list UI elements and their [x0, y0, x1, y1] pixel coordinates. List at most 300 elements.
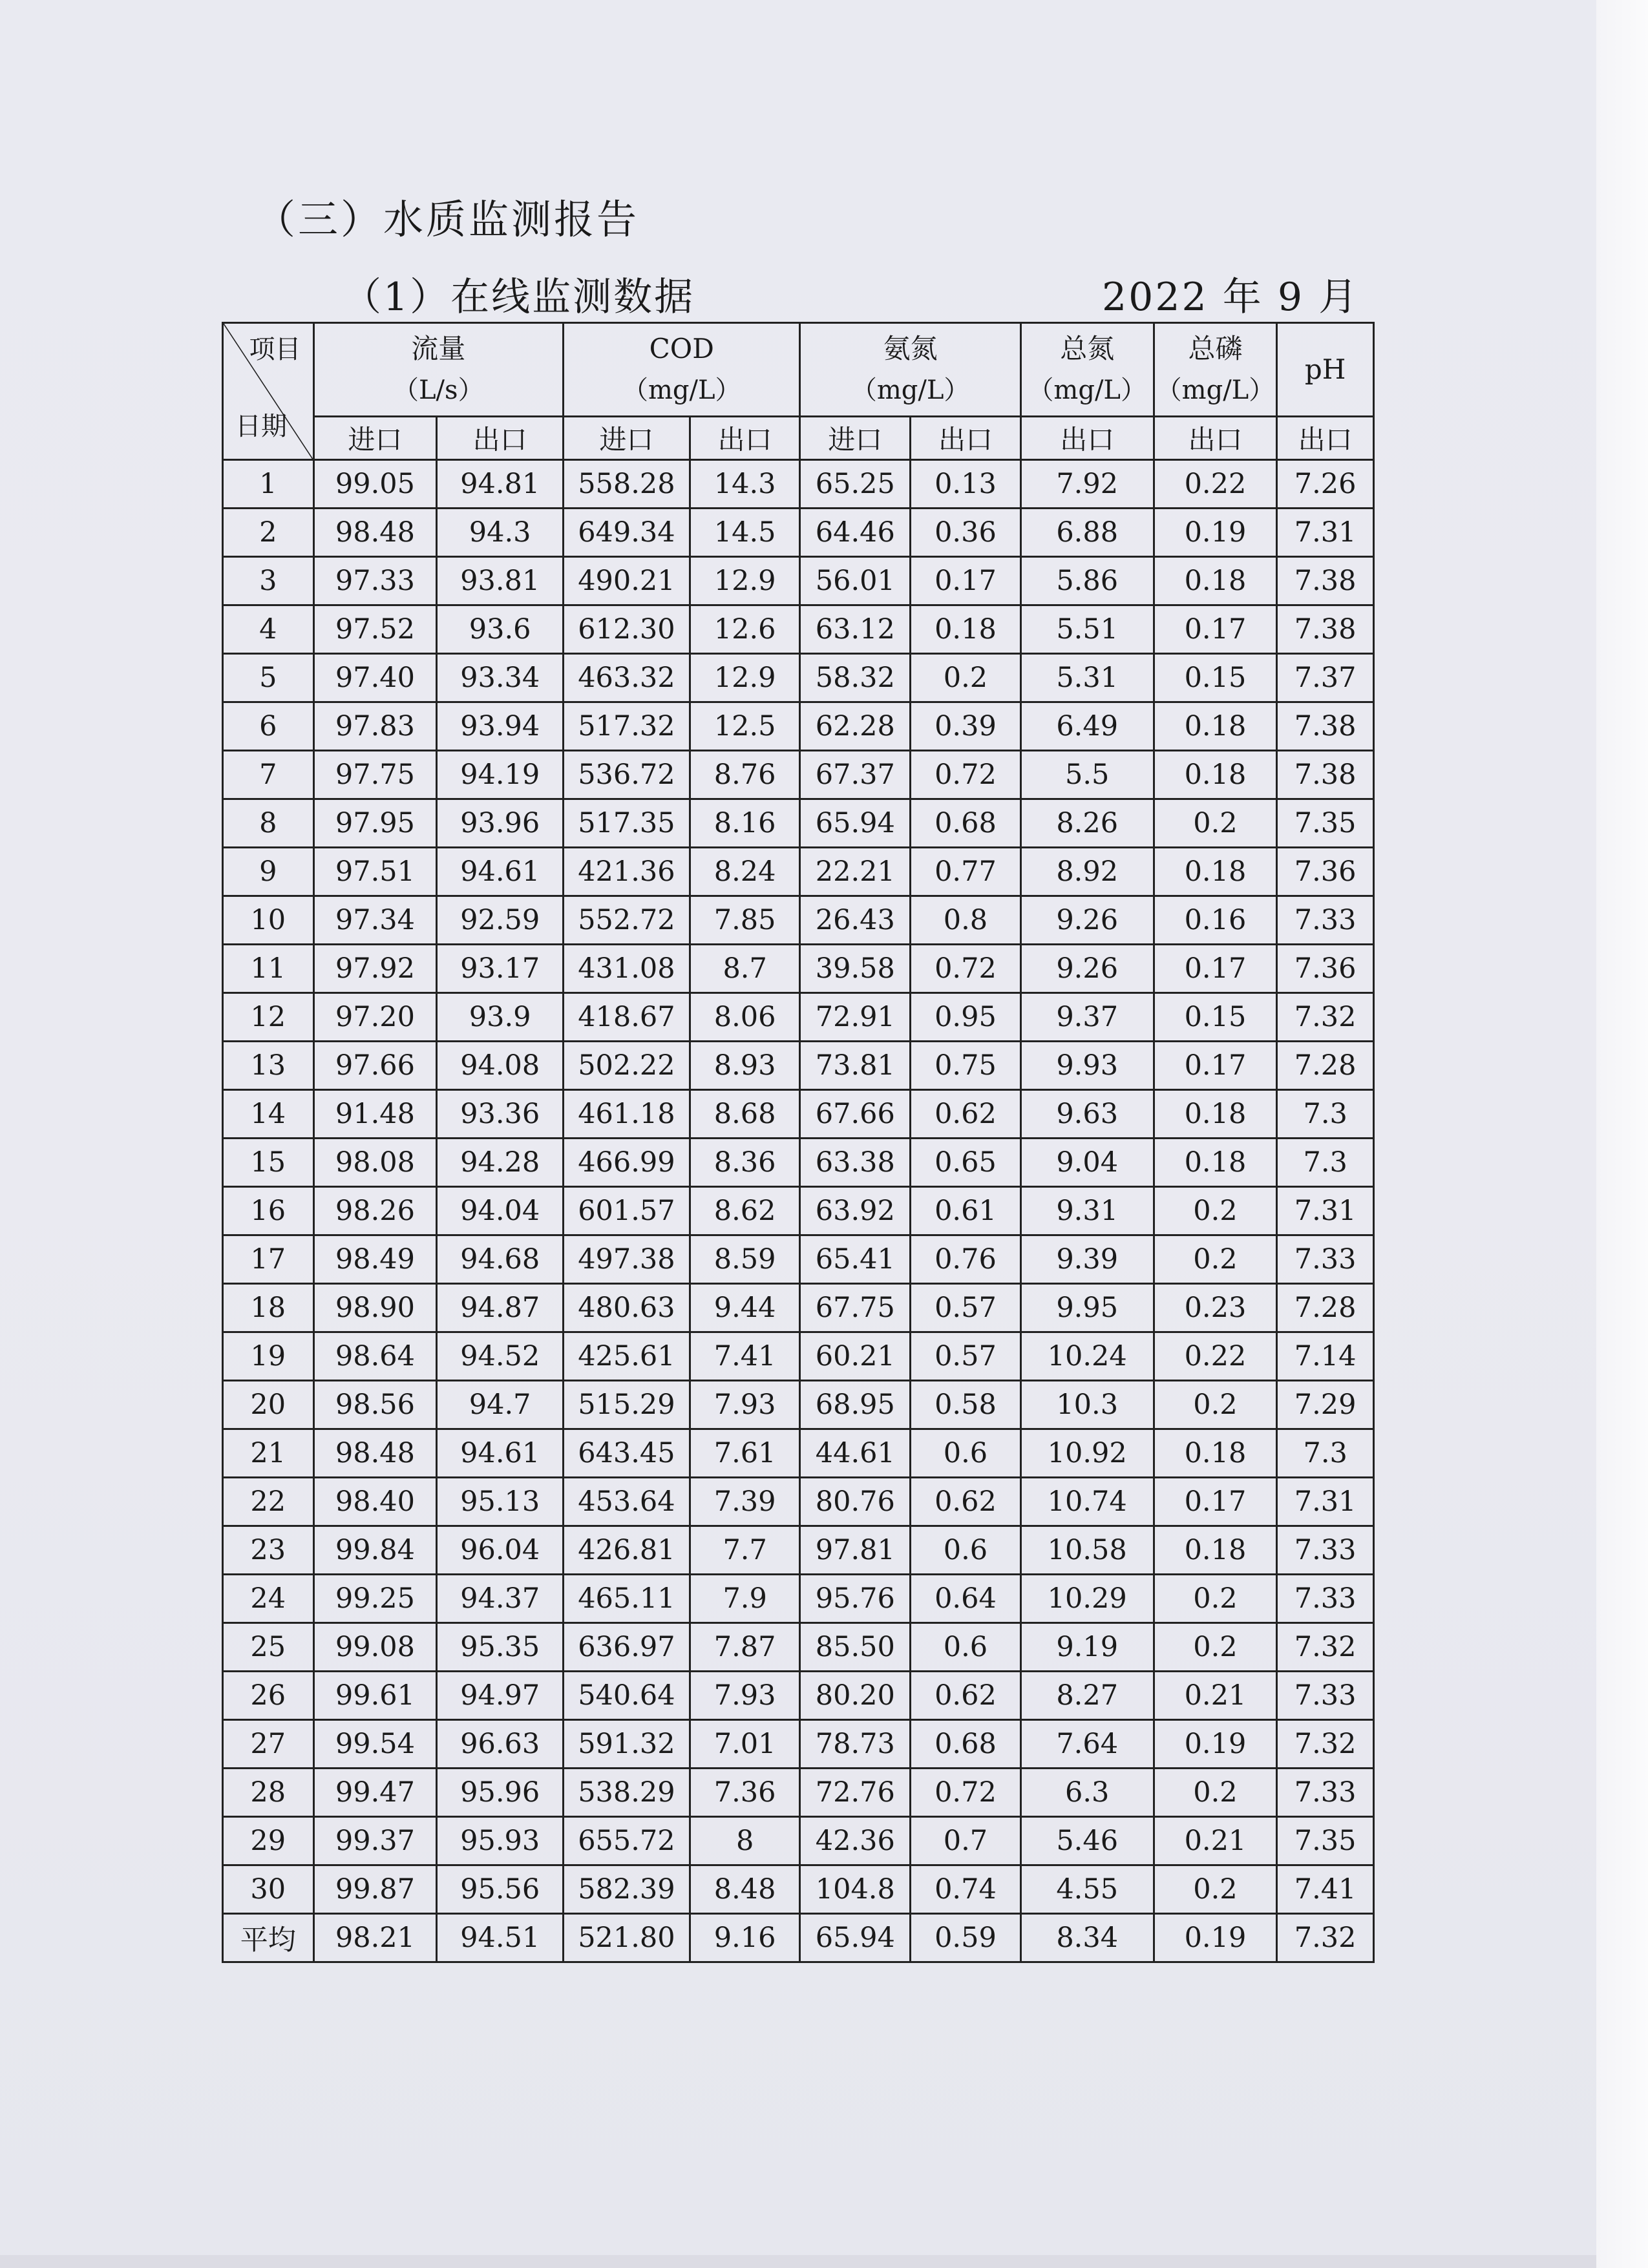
cell-flow-in: 97.40 [313, 654, 437, 702]
cell-date: 22 [223, 1478, 314, 1526]
cell-cod-out: 8.36 [690, 1139, 800, 1187]
table-row [223, 605, 1374, 654]
group-header-flow [313, 323, 564, 417]
cell-cod-out: 8.93 [690, 1042, 800, 1090]
cell-flow-in: 97.51 [313, 848, 437, 896]
cell-ammonia-in: 56.01 [800, 557, 911, 605]
cell-cod-in: 558.28 [564, 460, 690, 509]
cell-cod-in: 538.29 [564, 1769, 690, 1817]
cell-flow-in: 98.90 [313, 1284, 437, 1332]
cell-cod-out: 7.93 [690, 1381, 800, 1429]
cell-tp-out: 0.2 [1154, 1623, 1277, 1672]
cell-date: 25 [223, 1623, 314, 1672]
cell-tp-out: 0.15 [1154, 654, 1277, 702]
cell-cod-out: 7.85 [690, 896, 800, 945]
cell-flow-in: 99.05 [313, 460, 437, 509]
cell-cod-in: 515.29 [564, 1381, 690, 1429]
cell-cod-in: 601.57 [564, 1187, 690, 1235]
cell-flow-in: 99.25 [313, 1575, 437, 1623]
group-unit: （mg/L） [1156, 375, 1275, 405]
table-row [223, 1672, 1374, 1720]
cell-flow-out: 94.81 [437, 460, 564, 509]
corner-header-cell [223, 323, 314, 460]
cell-date: 6 [223, 702, 314, 751]
table-row [223, 1817, 1374, 1865]
group-name: pH [1304, 353, 1346, 385]
cell-cod-in: 461.18 [564, 1090, 690, 1139]
cell-flow-out: 94.97 [437, 1672, 564, 1720]
cell-ammonia-out: 0.76 [911, 1235, 1021, 1284]
cell-tn-out: 9.31 [1020, 1187, 1154, 1235]
cell-ammonia-out: 0.7 [911, 1817, 1021, 1865]
cell-tp-out: 0.2 [1154, 1187, 1277, 1235]
cell-flow-in: 98.56 [313, 1381, 437, 1429]
table-row [223, 1526, 1374, 1575]
cell-ammonia-out: 0.13 [911, 460, 1021, 509]
cell-ammonia-in: 58.32 [800, 654, 911, 702]
cell-tn-out: 5.5 [1020, 751, 1154, 799]
cell-ammonia-in: 68.95 [800, 1381, 911, 1429]
cell-flow-in: 97.34 [313, 896, 437, 945]
cell-cod-in: 425.61 [564, 1332, 690, 1381]
group-name: COD [649, 333, 714, 364]
cell-flow-out: 95.96 [437, 1769, 564, 1817]
table-row [223, 1478, 1374, 1526]
cell-flow-in: 98.08 [313, 1139, 437, 1187]
cell-cod-in: 480.63 [564, 1284, 690, 1332]
cell-ammonia-in: 63.92 [800, 1187, 911, 1235]
cell-date: 26 [223, 1672, 314, 1720]
cell-cod-in: 426.81 [564, 1526, 690, 1575]
cell-flow-in: 97.83 [313, 702, 437, 751]
cell-date: 13 [223, 1042, 314, 1090]
cell-tp-out: 0.15 [1154, 993, 1277, 1042]
cell-flow-in: 97.20 [313, 993, 437, 1042]
cell-ammonia-in: 64.46 [800, 509, 911, 557]
cell-ph-out: 7.26 [1277, 460, 1374, 509]
cell-ammonia-in: 67.75 [800, 1284, 911, 1332]
cell-cod-out: 9.44 [690, 1284, 800, 1332]
cell-flow-in: 98.64 [313, 1332, 437, 1381]
cell-ammonia-in: 85.50 [800, 1623, 911, 1672]
cell-ammonia-out: 0.18 [911, 605, 1021, 654]
cell-date: 7 [223, 751, 314, 799]
cell-date: 27 [223, 1720, 314, 1769]
cell-flow-in: 99.61 [313, 1672, 437, 1720]
cell-flow-out: 96.63 [437, 1720, 564, 1769]
cell-date: 8 [223, 799, 314, 848]
cell-cod-out: 7.87 [690, 1623, 800, 1672]
cell-cod-out: 7.01 [690, 1720, 800, 1769]
cell-ph-out: 7.33 [1277, 1575, 1374, 1623]
cell-ph-out: 7.31 [1277, 1187, 1374, 1235]
cell-flow-in: 99.37 [313, 1817, 437, 1865]
cell-cod-in: 418.67 [564, 993, 690, 1042]
cell-flow-out: 93.17 [437, 945, 564, 993]
cell-cod-in: 591.32 [564, 1720, 690, 1769]
cell-flow-out: 94.87 [437, 1284, 564, 1332]
group-unit: （mg/L） [622, 375, 741, 405]
cell-cod-out: 8.62 [690, 1187, 800, 1235]
table-row [223, 751, 1374, 799]
cell-flow-in: 99.84 [313, 1526, 437, 1575]
subheader-cod-out: 出口 [690, 417, 800, 460]
cell-cod-in: 517.35 [564, 799, 690, 848]
cell-ph-out: 7.28 [1277, 1042, 1374, 1090]
subheader-ammonia-out: 出口 [911, 417, 1021, 460]
table-row [223, 1769, 1374, 1817]
cell-ph-out: 7.38 [1277, 605, 1374, 654]
cell-date: 17 [223, 1235, 314, 1284]
cell-date: 16 [223, 1187, 314, 1235]
group-unit: （mg/L） [1028, 375, 1146, 405]
cell-tn-out: 9.39 [1020, 1235, 1154, 1284]
cell-cod-out: 7.93 [690, 1672, 800, 1720]
cell-ph-out: 7.32 [1277, 993, 1374, 1042]
cell-ammonia-out: 0.64 [911, 1575, 1021, 1623]
cell-tp-out: 0.18 [1154, 1139, 1277, 1187]
corner-date-label: 日期 [235, 412, 287, 441]
cell-cod-out: 12.9 [690, 654, 800, 702]
cell-cod-out: 12.6 [690, 605, 800, 654]
cell-ammonia-in: 72.76 [800, 1769, 911, 1817]
cell-date: 平均 [223, 1914, 314, 1962]
cell-tp-out: 0.19 [1154, 509, 1277, 557]
cell-ph-out: 7.41 [1277, 1865, 1374, 1914]
cell-tp-out: 0.17 [1154, 945, 1277, 993]
cell-cod-in: 421.36 [564, 848, 690, 896]
cell-cod-in: 636.97 [564, 1623, 690, 1672]
cell-tn-out: 8.34 [1020, 1914, 1154, 1962]
cell-tn-out: 10.3 [1020, 1381, 1154, 1429]
cell-flow-out: 93.36 [437, 1090, 564, 1139]
cell-date: 30 [223, 1865, 314, 1914]
cell-ammonia-in: 39.58 [800, 945, 911, 993]
cell-cod-in: 497.38 [564, 1235, 690, 1284]
cell-ammonia-out: 0.68 [911, 1720, 1021, 1769]
cell-ph-out: 7.38 [1277, 751, 1374, 799]
cell-ph-out: 7.33 [1277, 896, 1374, 945]
cell-tn-out: 5.86 [1020, 557, 1154, 605]
table-row [223, 1284, 1374, 1332]
cell-ammonia-in: 62.28 [800, 702, 911, 751]
cell-cod-in: 582.39 [564, 1865, 690, 1914]
cell-cod-out: 12.5 [690, 702, 800, 751]
cell-date: 29 [223, 1817, 314, 1865]
cell-ph-out: 7.35 [1277, 1817, 1374, 1865]
cell-ammonia-out: 0.6 [911, 1623, 1021, 1672]
cell-flow-out: 94.19 [437, 751, 564, 799]
cell-cod-out: 8.68 [690, 1090, 800, 1139]
cell-ammonia-in: 97.81 [800, 1526, 911, 1575]
cell-ph-out: 7.36 [1277, 945, 1374, 993]
cell-flow-out: 93.96 [437, 799, 564, 848]
cell-ammonia-in: 67.37 [800, 751, 911, 799]
corner-item-label: 项目 [249, 335, 301, 364]
cell-cod-in: 502.22 [564, 1042, 690, 1090]
cell-date: 23 [223, 1526, 314, 1575]
cell-tn-out: 9.63 [1020, 1090, 1154, 1139]
cell-ph-out: 7.3 [1277, 1429, 1374, 1478]
cell-tn-out: 9.19 [1020, 1623, 1154, 1672]
cell-ph-out: 7.33 [1277, 1526, 1374, 1575]
table-row [223, 848, 1374, 896]
cell-cod-in: 612.30 [564, 605, 690, 654]
cell-flow-out: 95.56 [437, 1865, 564, 1914]
cell-tn-out: 9.26 [1020, 896, 1154, 945]
cell-cod-out: 7.36 [690, 1769, 800, 1817]
cell-ph-out: 7.32 [1277, 1720, 1374, 1769]
cell-cod-in: 466.99 [564, 1139, 690, 1187]
cell-ammonia-out: 0.95 [911, 993, 1021, 1042]
group-header-cod [564, 323, 800, 417]
cell-cod-in: 431.08 [564, 945, 690, 993]
group-name: 流量 [411, 333, 466, 364]
cell-ammonia-out: 0.8 [911, 896, 1021, 945]
table-row [223, 1139, 1374, 1187]
cell-ammonia-out: 0.2 [911, 654, 1021, 702]
cell-cod-out: 8.59 [690, 1235, 800, 1284]
cell-flow-in: 99.87 [313, 1865, 437, 1914]
cell-ph-out: 7.32 [1277, 1623, 1374, 1672]
cell-cod-out: 7.39 [690, 1478, 800, 1526]
cell-tp-out: 0.17 [1154, 605, 1277, 654]
subheader-tn-out: 出口 [1020, 417, 1154, 460]
cell-flow-out: 92.59 [437, 896, 564, 945]
cell-tn-out: 7.64 [1020, 1720, 1154, 1769]
cell-ammonia-in: 65.25 [800, 460, 911, 509]
cell-ammonia-out: 0.61 [911, 1187, 1021, 1235]
group-unit: （mg/L） [850, 375, 970, 405]
cell-ammonia-out: 0.75 [911, 1042, 1021, 1090]
table-row [223, 1720, 1374, 1769]
cell-ammonia-out: 0.62 [911, 1478, 1021, 1526]
cell-tn-out: 9.04 [1020, 1139, 1154, 1187]
cell-ammonia-in: 78.73 [800, 1720, 911, 1769]
cell-flow-out: 94.28 [437, 1139, 564, 1187]
cell-flow-out: 93.9 [437, 993, 564, 1042]
cell-ammonia-out: 0.57 [911, 1332, 1021, 1381]
cell-flow-out: 95.35 [437, 1623, 564, 1672]
cell-date: 3 [223, 557, 314, 605]
group-header-total-phosphorus [1154, 323, 1277, 417]
subheader-tp-out: 出口 [1154, 417, 1277, 460]
group-header-total-nitrogen [1020, 323, 1154, 417]
cell-ammonia-out: 0.39 [911, 702, 1021, 751]
cell-tn-out: 9.95 [1020, 1284, 1154, 1332]
cell-ph-out: 7.29 [1277, 1381, 1374, 1429]
table-row [223, 654, 1374, 702]
header-row-groups [223, 323, 1374, 417]
table-row [223, 702, 1374, 751]
cell-cod-in: 521.80 [564, 1914, 690, 1962]
table-row [223, 1429, 1374, 1478]
cell-flow-in: 97.66 [313, 1042, 437, 1090]
cell-tn-out: 8.92 [1020, 848, 1154, 896]
table-row [223, 1623, 1374, 1672]
cell-flow-out: 94.61 [437, 1429, 564, 1478]
subheader-flow-out: 出口 [437, 417, 564, 460]
table-row [223, 993, 1374, 1042]
cell-cod-out: 7.61 [690, 1429, 800, 1478]
table-row [223, 1332, 1374, 1381]
cell-cod-out: 12.9 [690, 557, 800, 605]
group-unit: （L/s） [393, 375, 484, 405]
group-name: 总磷 [1188, 333, 1243, 364]
table-row [223, 557, 1374, 605]
cell-ammonia-out: 0.58 [911, 1381, 1021, 1429]
cell-ph-out: 7.38 [1277, 702, 1374, 751]
cell-date: 20 [223, 1381, 314, 1429]
cell-ammonia-out: 0.72 [911, 945, 1021, 993]
cell-cod-out: 8.76 [690, 751, 800, 799]
table-row [223, 1235, 1374, 1284]
cell-flow-out: 94.04 [437, 1187, 564, 1235]
cell-date: 15 [223, 1139, 314, 1187]
cell-ammonia-out: 0.6 [911, 1526, 1021, 1575]
table-row [223, 509, 1374, 557]
cell-ammonia-out: 0.17 [911, 557, 1021, 605]
cell-tn-out: 5.46 [1020, 1817, 1154, 1865]
cell-cod-in: 453.64 [564, 1478, 690, 1526]
cell-date: 18 [223, 1284, 314, 1332]
cell-ammonia-in: 73.81 [800, 1042, 911, 1090]
cell-ammonia-in: 63.38 [800, 1139, 911, 1187]
monitoring-data-table [222, 322, 1375, 1963]
cell-tp-out: 0.18 [1154, 1090, 1277, 1139]
cell-cod-in: 540.64 [564, 1672, 690, 1720]
cell-flow-in: 99.47 [313, 1769, 437, 1817]
cell-ammonia-in: 60.21 [800, 1332, 911, 1381]
cell-ammonia-out: 0.59 [911, 1914, 1021, 1962]
cell-flow-in: 98.49 [313, 1235, 437, 1284]
cell-cod-in: 655.72 [564, 1817, 690, 1865]
cell-tn-out: 6.3 [1020, 1769, 1154, 1817]
cell-ammonia-out: 0.6 [911, 1429, 1021, 1478]
cell-tn-out: 7.92 [1020, 460, 1154, 509]
cell-cod-in: 517.32 [564, 702, 690, 751]
scan-edge [1596, 0, 1648, 2268]
cell-flow-out: 93.81 [437, 557, 564, 605]
cell-tp-out: 0.18 [1154, 1429, 1277, 1478]
cell-date: 1 [223, 460, 314, 509]
cell-ammonia-out: 0.62 [911, 1672, 1021, 1720]
cell-tn-out: 10.74 [1020, 1478, 1154, 1526]
cell-flow-out: 94.61 [437, 848, 564, 896]
cell-flow-out: 95.13 [437, 1478, 564, 1526]
cell-ammonia-out: 0.74 [911, 1865, 1021, 1914]
cell-date: 12 [223, 993, 314, 1042]
cell-flow-in: 97.75 [313, 751, 437, 799]
cell-ph-out: 7.37 [1277, 654, 1374, 702]
group-header-ph [1277, 323, 1374, 417]
cell-ph-out: 7.33 [1277, 1769, 1374, 1817]
cell-ammonia-out: 0.65 [911, 1139, 1021, 1187]
cell-tn-out: 5.51 [1020, 605, 1154, 654]
report-date: 2022 年 9 月 [1102, 275, 1360, 320]
cell-ammonia-in: 22.21 [800, 848, 911, 896]
cell-flow-in: 98.48 [313, 1429, 437, 1478]
cell-tp-out: 0.19 [1154, 1720, 1277, 1769]
cell-tn-out: 10.24 [1020, 1332, 1154, 1381]
subheader-cod-in: 进口 [564, 417, 690, 460]
cell-cod-out: 9.16 [690, 1914, 800, 1962]
cell-date: 9 [223, 848, 314, 896]
cell-tp-out: 0.2 [1154, 1769, 1277, 1817]
cell-cod-out: 7.7 [690, 1526, 800, 1575]
cell-flow-in: 91.48 [313, 1090, 437, 1139]
cell-ammonia-in: 44.61 [800, 1429, 911, 1478]
cell-tn-out: 8.26 [1020, 799, 1154, 848]
cell-flow-out: 94.51 [437, 1914, 564, 1962]
cell-ph-out: 7.3 [1277, 1139, 1374, 1187]
cell-cod-out: 8 [690, 1817, 800, 1865]
cell-flow-in: 98.21 [313, 1914, 437, 1962]
cell-cod-out: 8.48 [690, 1865, 800, 1914]
table-body [223, 460, 1374, 1962]
cell-ammonia-in: 80.20 [800, 1672, 911, 1720]
cell-flow-out: 93.94 [437, 702, 564, 751]
cell-tn-out: 9.26 [1020, 945, 1154, 993]
cell-date: 21 [223, 1429, 314, 1478]
cell-tp-out: 0.18 [1154, 557, 1277, 605]
cell-cod-out: 14.3 [690, 460, 800, 509]
cell-flow-out: 94.3 [437, 509, 564, 557]
cell-ph-out: 7.28 [1277, 1284, 1374, 1332]
cell-cod-out: 8.16 [690, 799, 800, 848]
cell-flow-out: 93.34 [437, 654, 564, 702]
cell-ammonia-in: 95.76 [800, 1575, 911, 1623]
cell-tn-out: 6.49 [1020, 702, 1154, 751]
cell-tp-out: 0.2 [1154, 1381, 1277, 1429]
table-row [223, 1042, 1374, 1090]
subheader-ammonia-in: 进口 [800, 417, 911, 460]
cell-cod-in: 552.72 [564, 896, 690, 945]
cell-ph-out: 7.38 [1277, 557, 1374, 605]
group-name: 氨氮 [883, 333, 938, 364]
cell-tp-out: 0.2 [1154, 799, 1277, 848]
cell-ammonia-in: 26.43 [800, 896, 911, 945]
cell-cod-in: 643.45 [564, 1429, 690, 1478]
cell-cod-in: 490.21 [564, 557, 690, 605]
cell-ammonia-out: 0.68 [911, 799, 1021, 848]
table-row [223, 896, 1374, 945]
cell-date: 19 [223, 1332, 314, 1381]
cell-tp-out: 0.19 [1154, 1914, 1277, 1962]
cell-ammonia-out: 0.57 [911, 1284, 1021, 1332]
table-row [223, 460, 1374, 509]
cell-flow-out: 96.04 [437, 1526, 564, 1575]
cell-cod-out: 8.06 [690, 993, 800, 1042]
table-row [223, 1914, 1374, 1962]
cell-cod-out: 7.41 [690, 1332, 800, 1381]
cell-flow-out: 94.37 [437, 1575, 564, 1623]
cell-ph-out: 7.31 [1277, 1478, 1374, 1526]
cell-ph-out: 7.3 [1277, 1090, 1374, 1139]
cell-flow-in: 97.92 [313, 945, 437, 993]
cell-ph-out: 7.33 [1277, 1235, 1374, 1284]
cell-flow-in: 97.33 [313, 557, 437, 605]
cell-flow-in: 99.08 [313, 1623, 437, 1672]
cell-flow-out: 94.7 [437, 1381, 564, 1429]
subheader-flow-in: 进口 [313, 417, 437, 460]
cell-cod-out: 7.9 [690, 1575, 800, 1623]
cell-tp-out: 0.2 [1154, 1865, 1277, 1914]
group-name: 总氮 [1060, 333, 1115, 364]
cell-flow-in: 98.48 [313, 509, 437, 557]
cell-tp-out: 0.17 [1154, 1042, 1277, 1090]
cell-cod-in: 649.34 [564, 509, 690, 557]
